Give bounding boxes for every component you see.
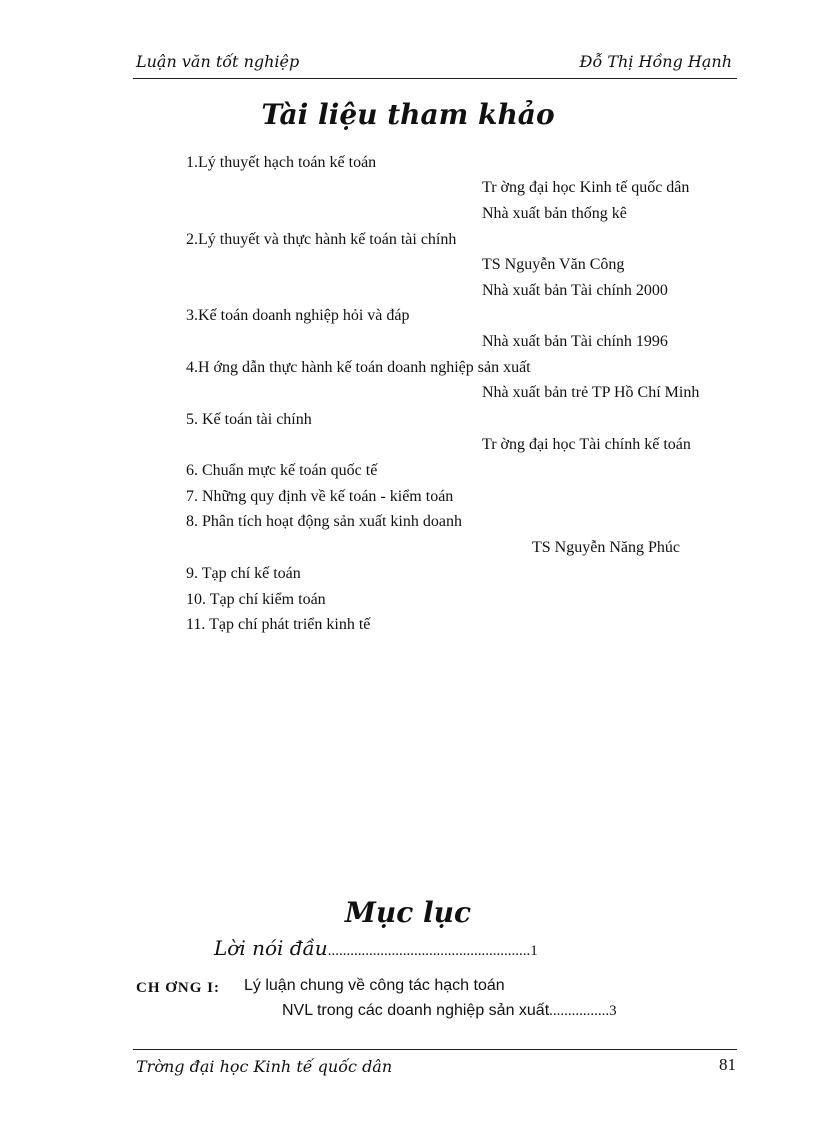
footer-left: Trờng đại học Kinh tế quốc dân bbox=[136, 1057, 393, 1076]
reference-source: Tr ờng đại học Tài chính kế toán bbox=[482, 436, 691, 453]
toc-chapter-leader: ................ bbox=[549, 1003, 610, 1019]
toc-chapter-line[interactable]: Lý luận chung về công tác hạch toán bbox=[244, 977, 505, 994]
reference-title: 8. Phân tích hoạt động sản xuất kinh doanh bbox=[186, 513, 462, 530]
reference-title: 9. Tạp chí kế toán bbox=[186, 565, 301, 582]
toc-title: Mục lục bbox=[344, 896, 472, 929]
header-left: Luận văn tốt nghiệp bbox=[136, 52, 300, 71]
toc-chapter-page: 3 bbox=[609, 1003, 617, 1019]
reference-title: 11. Tạp chí phát triển kinh tế bbox=[186, 616, 371, 633]
reference-title: 4.H ớng dẫn thực hành kế toán doanh nghiệp sản xuất bbox=[186, 359, 531, 376]
reference-title: 3.Kế toán doanh nghiệp hỏi và đáp bbox=[186, 307, 410, 324]
toc-chapter-line[interactable] bbox=[282, 1002, 617, 1020]
reference-title: 1.Lý thuyết hạch toán kế toán bbox=[186, 154, 377, 171]
footer-rule bbox=[133, 1049, 737, 1050]
reference-title: 6. Chuẩn mực kế toán quốc tế bbox=[186, 462, 378, 479]
reference-source: TS Nguyễn Văn Công bbox=[482, 256, 625, 273]
reference-title: 7. Những quy định về kế toán - kiểm toán bbox=[186, 488, 454, 505]
header-rule bbox=[133, 78, 737, 79]
toc-chapter-label: CH ƠNG I: bbox=[136, 980, 220, 996]
toc-intro-label: Lời nói đầu bbox=[214, 936, 328, 960]
header-right: Đỗ Thị Hồng Hạnh bbox=[579, 52, 732, 71]
reference-source: TS Nguyễn Năng Phúc bbox=[532, 539, 680, 556]
toc-chapter-text: NVL trong các doanh nghiệp sản xuất bbox=[282, 1002, 550, 1019]
toc-intro-leader: ...................................................... bbox=[327, 943, 531, 959]
toc-intro-page: 1 bbox=[530, 943, 538, 959]
reference-source: Tr ờng đại học Kinh tế quốc dân bbox=[482, 179, 690, 196]
reference-source: Nhà xuất bản Tài chính 1996 bbox=[482, 333, 668, 350]
reference-title: 2.Lý thuyết và thực hành kế toán tài chính bbox=[186, 231, 457, 248]
page-number: 81 bbox=[719, 1055, 736, 1074]
reference-source: Nhà xuất bản thống kê bbox=[482, 205, 627, 222]
reference-source: Nhà xuất bản Tài chính 2000 bbox=[482, 282, 668, 299]
reference-title: 5. Kế toán tài chính bbox=[186, 411, 312, 428]
references-title: Tài liệu tham khảo bbox=[261, 98, 555, 131]
reference-source: Nhà xuất bản trẻ TP Hồ Chí Minh bbox=[482, 384, 700, 401]
reference-title: 10. Tạp chí kiểm toán bbox=[186, 591, 326, 608]
toc-entry-intro[interactable] bbox=[214, 936, 538, 961]
